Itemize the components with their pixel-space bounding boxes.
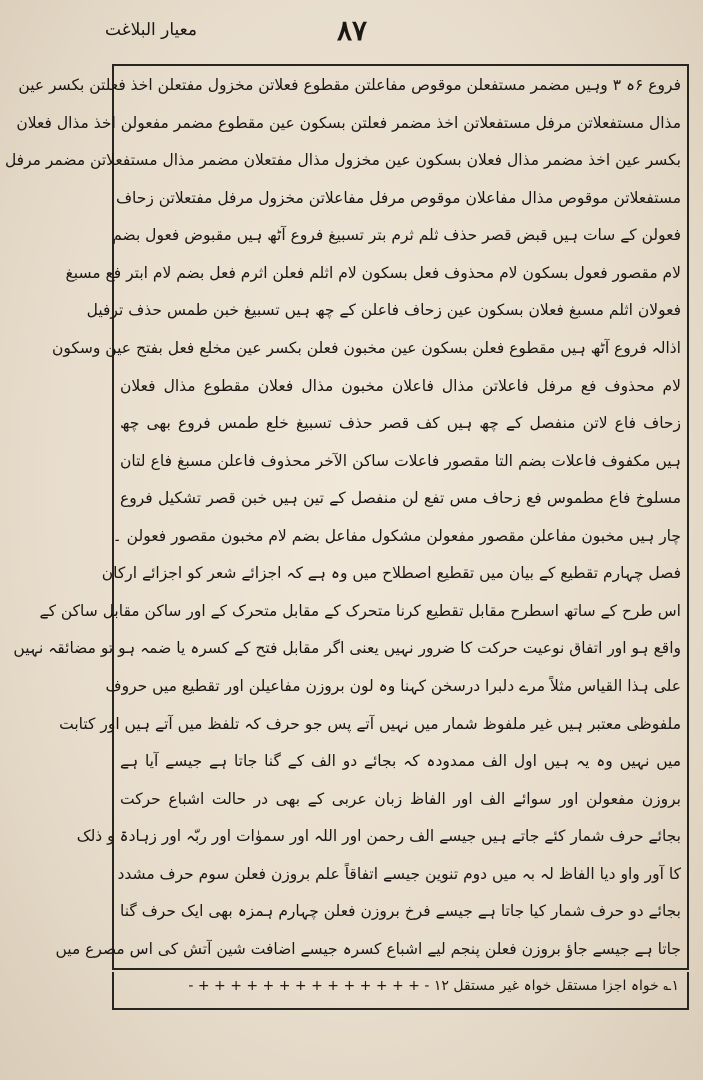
text-line: بروزن مفعولن اور سوائے الف اور الفاظ زبان عربی کے بھی در حالت اشباع حرکت (120, 789, 681, 808)
footnote: ۱؎ خواہ اجزا مستقل خواہ غیر مستقل ۱۲ - + + + + + + + + + + + + + + - (188, 978, 679, 994)
text-line: ہیں مکفوف فاعلات بضم التا مقصور فاعلات ساکن الآخر محذوف فاعلن مسبغ فاع لتان (120, 451, 681, 470)
text-line: اس طرح کے ساتھ اسطرح مقابل تقطیع کرنا متحرک کے مقابل متحرک کے اور ساکن مقابل ساکن کے (39, 601, 681, 620)
text-line: کا آور واو دیا الفاظ لہ بہ میں دوم تنوین جیسے اتفاقاً علم بروزن فعلن سوم حرف مشدد (117, 864, 681, 883)
running-title: معیار البلاغت (105, 20, 197, 40)
text-line: فعولان اثلم مسبغ فعلان بسکون عین زحاف فاعلن کے چھ ہیں تسبیغ خبن طمس حذف ترفیل (86, 301, 681, 320)
text-line: جاتا ہے جیسے جاؤ بروزن فعلن پنجم لیے اشباع کسرہ جیسے اضافت شین آتش کی اس مصرع میں (55, 939, 681, 958)
text-line: ملفوظی معتبر ہیں غیر ملفوظ شمار میں نہیں آتے پس جو حرف کہ تلفظ میں آتے ہیں اور کتابت (59, 714, 681, 733)
body-text (4, 70, 681, 964)
text-line: لام مقصور فعول بسکون لام محذوف فعل بسکون لام اثلم فعلن اثرم فعل بضم لام ابتر فع مسبغ (65, 263, 681, 282)
text-line: مسلوخ فاع مطموس فع زحاف مس تفع لن منفصل کے تین ہیں خبن قصر تشکیل فروع (120, 489, 681, 508)
text-line: بجائے حرف شمار کئے جاتے ہیں جیسے الف رحمن اور اللہ اور سموٰات اور ربّہ اور زہادۃ و ذلک (76, 827, 681, 846)
page-number: ۸۷ (336, 14, 368, 47)
text-line: چار ہیں مخبون مفاعلن مقصور مفعولن مشکول مفاعل بضم لام مخبون مقصور فعولن ۔ (112, 526, 681, 545)
page-header (0, 14, 703, 58)
footnote-frame (112, 972, 689, 1010)
text-line: علی ہذا القیاس مثلاً مرے دلبرا درسخن کہنا وہ لون بروزن مفاعیلن اور تقطیع میں حروف (105, 677, 681, 695)
text-line: بکسر عین اخذ مضمر مذال فعلان بسکون عین مخزول مذال مفتعلان مضمر مذال مستفعلاتن مضمر مرفل (4, 151, 681, 170)
text-line: مستفعلاتن موقوص مذال مفاعلان موقوص مرفل مفاعلاتن مخزول مرفل مفتعلاتن زحاف (115, 188, 681, 207)
text-line: مذال مستفعلاتن مرفل مستفعلاتن اخذ مضمر فعلتن بسکون عین مقطوع مضمر مفعولن اخذ مذال فعلان (16, 113, 681, 132)
text-line: اذالہ فروع آٹھ ہیں مقطوع فعلن بسکون عین مخبون فعلن بکسر عین مخلع فعل بفتح عین وسکون (51, 338, 681, 357)
text-line: زحاف فاع لاتن منفصل کے چھ ہیں کف قصر حذف تسبیغ خلع طمس فروع بھی چھ (120, 414, 681, 433)
text-line: فروع ۶ہ ۳ وہیں مضمر مستفعلن موقوص مفاعلتن مقطوع فعلاتن مخزول مفتعلن اخذ فعلتن بکسر عین (18, 76, 681, 94)
text-line: فعولن کے سات ہیں قبض قصر حذف ثلم ثرم بتر تسبیغ فروع آٹھ ہیں مقبوض فعول بضم (112, 226, 681, 245)
text-line: فصل چہارم تقطیع کے بیان میں تقطیع اصطلاح میں وہ ہے کہ اجزائے شعر کو اجزائے ارکان (101, 564, 681, 583)
text-frame (4, 64, 689, 970)
text-line: واقع ہو اور اتفاق نوعیت حرکت کا ضرور نہیں یعنی اگر مقابل فتح کے کسرہ یا ضمہ ہو تو مضائقہ نہیں (13, 639, 681, 658)
text-line: لام محذوف فع مرفل فاعلاتن مذال فاعلان مخبون مذال فعلان مقطوع مذال فعلان (120, 376, 681, 395)
text-line: بجائے دو حرف شمار کیا جاتا ہے جیسے فرخ بروزن فعلن چہارم ہمزہ بھی ایک حرف گنا (120, 902, 681, 921)
text-line: میں نہیں وہ یہ ہیں اول الف ممدودہ کہ بجائے دو الف کے گنا جاتا ہے جیسے آیا ہے (120, 752, 681, 771)
